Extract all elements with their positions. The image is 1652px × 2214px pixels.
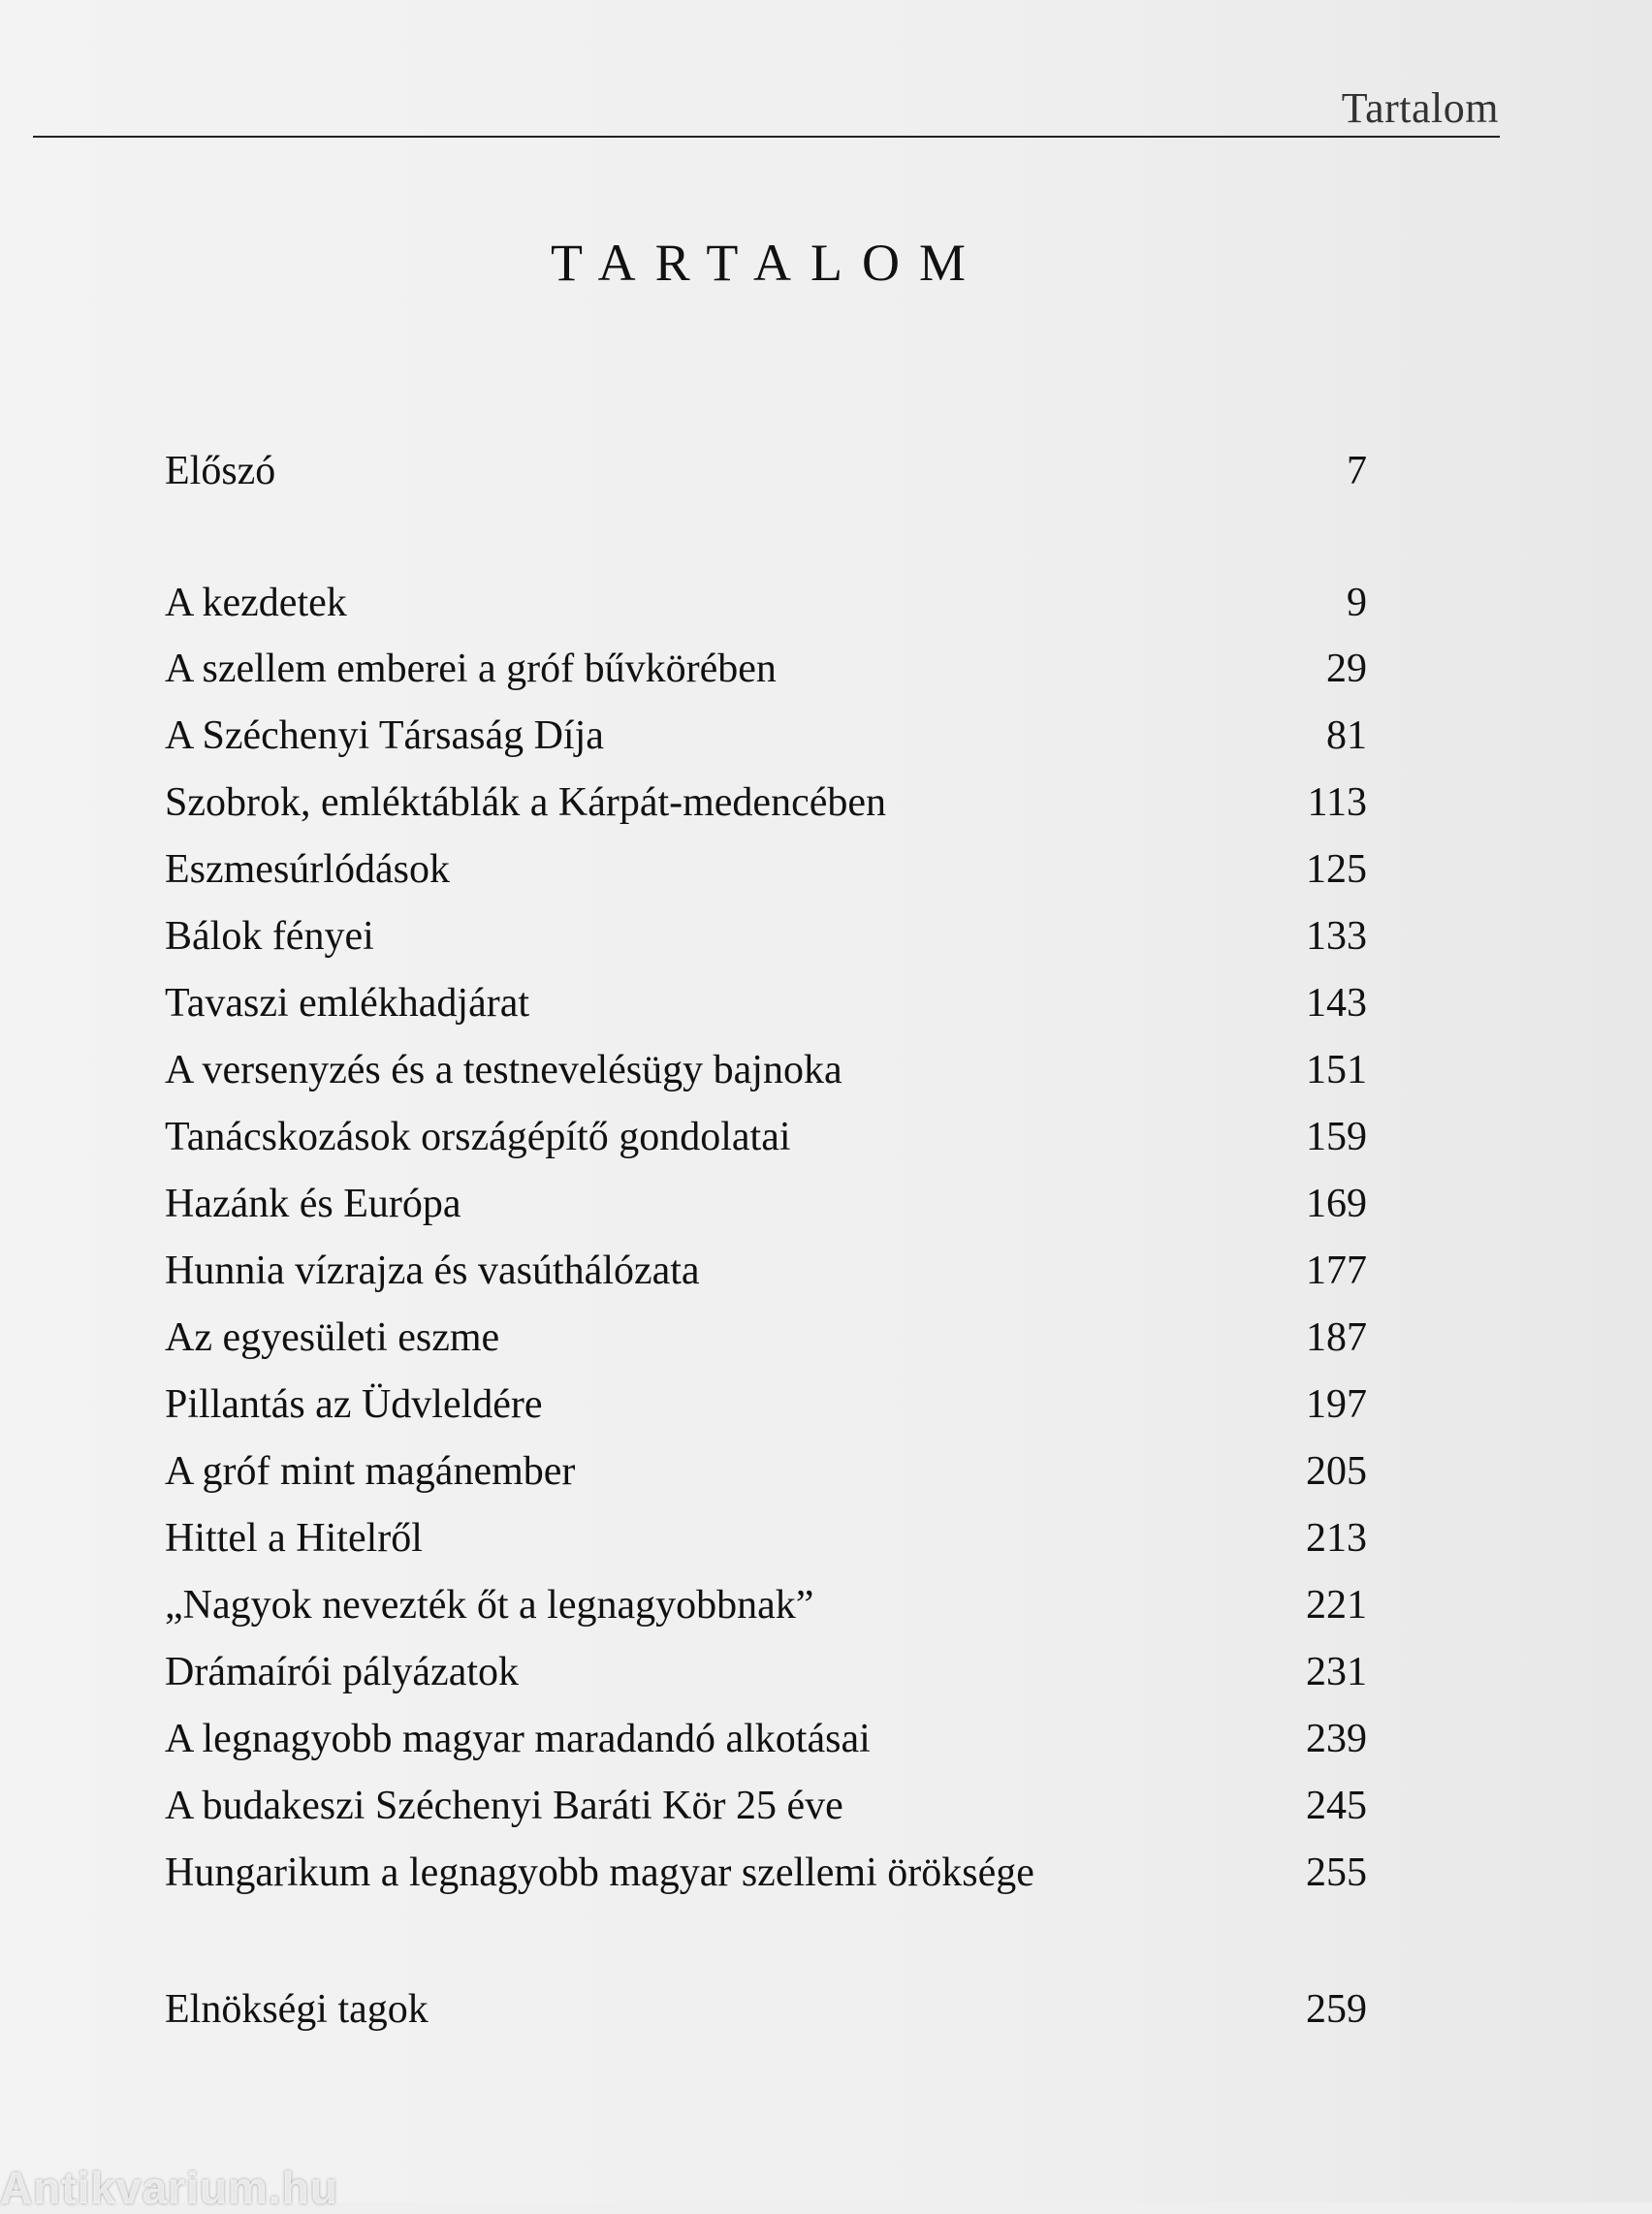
toc-entry: [165, 1439, 1367, 1504]
toc-entry-page: 9: [1347, 581, 1367, 625]
toc-entry-title: A budakeszi Széchenyi Baráti Kör 25 éve: [165, 1784, 843, 1828]
toc-entry-page: 169: [1306, 1182, 1367, 1226]
toc-entry-title: Hazánk és Európa: [165, 1182, 461, 1226]
toc-entry-page: 143: [1306, 981, 1367, 1026]
toc-entry-title: A szellem emberei a gróf bűvkörében: [165, 647, 777, 691]
toc-entry-page: 177: [1306, 1249, 1367, 1293]
toc-entry: [165, 438, 1367, 504]
toc-entry: [165, 1037, 1367, 1103]
header-rule: [33, 136, 1500, 138]
toc-entry: [165, 1505, 1367, 1571]
toc-entry-page: 125: [1306, 847, 1367, 892]
toc-entry: [165, 1305, 1367, 1371]
toc-entry-title: A Széchenyi Társaság Díja: [165, 713, 604, 758]
toc-entry: [165, 703, 1367, 769]
toc-entry-page: 81: [1326, 713, 1367, 758]
toc-entry: [165, 1840, 1367, 1906]
toc-entry: [165, 636, 1367, 702]
toc-entry-page: 205: [1306, 1449, 1367, 1494]
toc-entry-page: 159: [1306, 1115, 1367, 1159]
toc-entry-page: 239: [1306, 1717, 1367, 1761]
running-head: Tartalom: [1341, 84, 1499, 132]
toc-entry: [165, 1706, 1367, 1772]
toc-entry-page: 113: [1307, 780, 1367, 825]
toc-entry: [165, 970, 1367, 1036]
toc-entry-title: Elnökségi tagok: [165, 1987, 429, 2032]
toc-entry: [165, 903, 1367, 969]
toc-entry-title: „Nagyok nevezték őt a legnagyobbnak”: [165, 1583, 814, 1628]
toc-entry-page: 231: [1306, 1650, 1367, 1694]
toc-entry-page: 7: [1347, 449, 1367, 493]
toc-entry: [165, 1171, 1367, 1237]
toc-entry-title: A legnagyobb magyar maradandó alkotásai: [165, 1717, 871, 1761]
toc-entry-title: Tanácskozások országépítő gondolatai: [165, 1115, 791, 1159]
toc-entry-page: 213: [1306, 1516, 1367, 1561]
toc-entry: [165, 1104, 1367, 1170]
toc-entry-title: Bálok fényei: [165, 914, 374, 959]
page-title: TARTALOM: [550, 234, 986, 292]
watermark: Antikvarium.hu: [0, 2163, 338, 2213]
toc-entry-page: 133: [1306, 914, 1367, 959]
toc-entry-title: Hungarikum a legnagyobb magyar szellemi öröksége: [165, 1850, 1034, 1895]
toc-entry-title: Eszmesúrlódások: [165, 847, 450, 892]
toc-entry-title: Az egyesületi eszme: [165, 1315, 500, 1360]
toc-entry-page: 151: [1306, 1048, 1367, 1092]
toc-entry-page: 221: [1306, 1583, 1367, 1628]
toc-entry-page: 29: [1326, 647, 1367, 691]
toc-entry: [165, 1572, 1367, 1638]
toc-entry: [165, 1372, 1367, 1438]
toc-entry: [165, 770, 1367, 836]
toc-entry-title: Tavaszi emlékhadjárat: [165, 981, 530, 1026]
toc-entry-title: Drámaírói pályázatok: [165, 1650, 519, 1694]
toc-entry: [165, 837, 1367, 902]
toc-entry-title: A kezdetek: [165, 581, 347, 625]
toc-entry-title: Pillantás az Üdvleldére: [165, 1382, 543, 1427]
toc-entry-page: 187: [1306, 1315, 1367, 1360]
toc-entry-page: 259: [1306, 1987, 1367, 2032]
toc-entry: [165, 1977, 1367, 2042]
toc-entry-page: 245: [1306, 1784, 1367, 1828]
toc-entry-title: A versenyzés és a testnevelésügy bajnoka: [165, 1048, 842, 1092]
toc-entry-page: 255: [1306, 1850, 1367, 1895]
toc-entry: [165, 1238, 1367, 1304]
toc-entry: [165, 1639, 1367, 1705]
toc-entry-title: Hunnia vízrajza és vasúthálózata: [165, 1249, 700, 1293]
toc-entry: [165, 570, 1367, 636]
toc-entry-title: Előszó: [165, 449, 276, 493]
toc-entry-title: A gróf mint magánember: [165, 1449, 576, 1494]
toc-entry-title: Hittel a Hitelről: [165, 1516, 423, 1561]
toc-entry: [165, 1773, 1367, 1839]
toc-entry-title: Szobrok, emléktáblák a Kárpát-medencében: [165, 780, 887, 825]
toc-entry-page: 197: [1306, 1382, 1367, 1427]
